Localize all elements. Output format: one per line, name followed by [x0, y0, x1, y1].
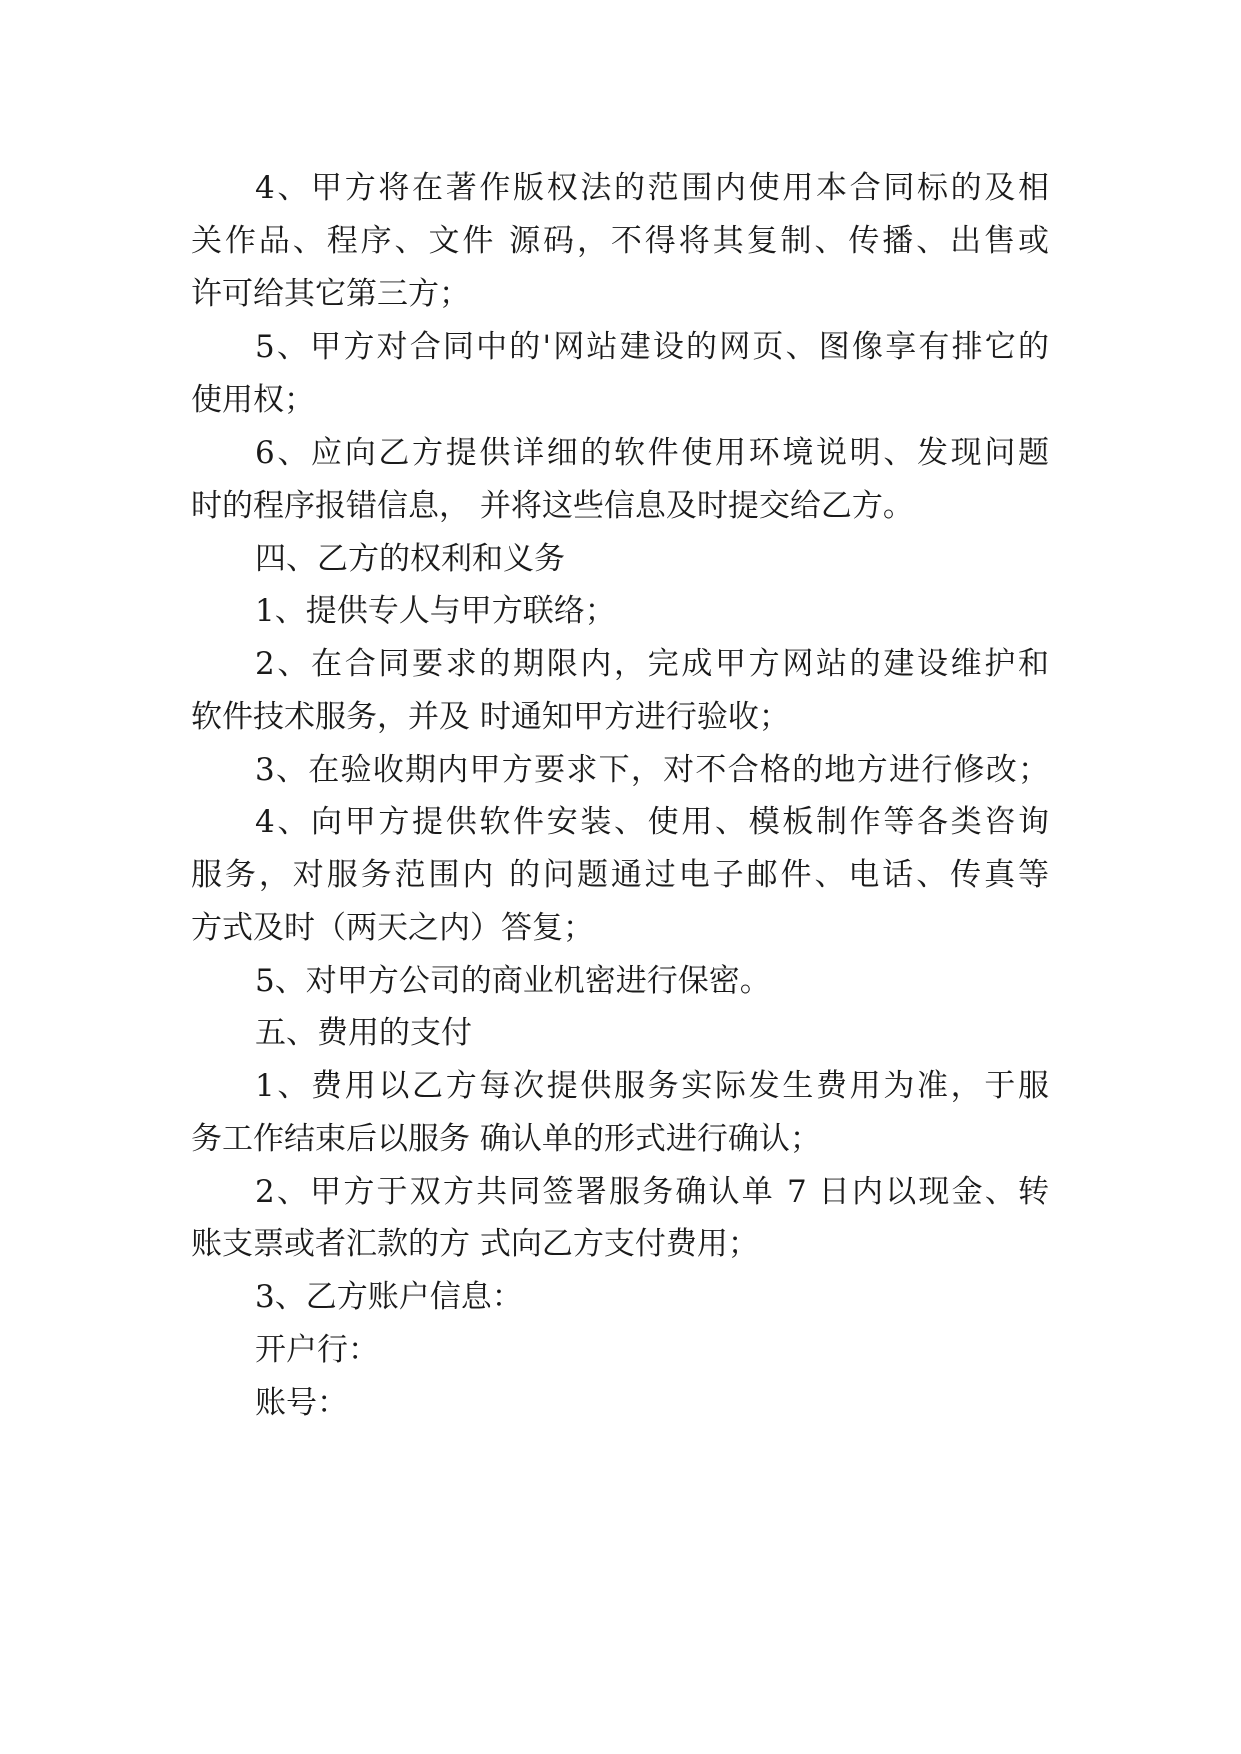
clause-5-3: 3、乙方账户信息：: [255, 1279, 523, 1315]
section-5-heading: 五、费用的支付: [255, 1015, 472, 1051]
clause-3-5-line-2: 使用权；: [191, 382, 315, 418]
section-4-heading: 四、乙方的权利和义务: [255, 541, 565, 577]
clause-3-5-line-1: 5、甲方对合同中的'网站建设的网页、图像享有排它的: [255, 329, 1049, 365]
clause-5-1-line-1: 1、费用以乙方每次提供服务实际发生费用为准，于服: [255, 1068, 1049, 1104]
clause-4-2-line-2: 软件技术服务，并及 时通知甲方进行验收；: [191, 699, 790, 735]
account-number-field: 账号：: [255, 1385, 348, 1421]
clause-3-6-line-2: 时的程序报错信息， 并将这些信息及时提交给乙方。: [191, 488, 914, 524]
bank-name-field: 开户行：: [255, 1332, 379, 1368]
clause-4-5: 5、对甲方公司的商业机密进行保密。: [255, 963, 771, 999]
clause-5-1-line-2: 务工作结束后以服务 确认单的形式进行确认；: [191, 1121, 821, 1157]
clause-4-2-line-1: 2、在合同要求的期限内，完成甲方网站的建设维护和: [255, 646, 1049, 682]
clause-4-1: 1、提供专人与甲方联络；: [255, 593, 616, 629]
clause-3-6-line-1: 6、应向乙方提供详细的软件使用环境说明、发现问题: [255, 435, 1049, 471]
clause-3-4-line-3: 许可给其它第三方；: [191, 276, 470, 312]
clause-4-4-line-2: 服务，对服务范围内 的问题通过电子邮件、电话、传真等: [191, 857, 1049, 893]
clause-3-4-line-2: 关作品、程序、文件 源码，不得将其复制、传播、出售或: [191, 223, 1049, 259]
clause-3-4-line-1: 4、甲方将在著作版权法的范围内使用本合同标的及相: [255, 170, 1049, 206]
clause-4-3: 3、在验收期内甲方要求下，对不合格的地方进行修改；: [255, 752, 1049, 788]
clause-5-2-line-2: 账支票或者汇款的方 式向乙方支付费用；: [191, 1226, 759, 1262]
clause-4-4-line-1: 4、向甲方提供软件安装、使用、模板制作等各类咨询: [255, 804, 1049, 840]
clause-4-4-line-3: 方式及时（两天之内）答复；: [191, 910, 594, 946]
clause-5-2-line-1: 2、甲方于双方共同签署服务确认单 7 日内以现金、转: [255, 1174, 1049, 1210]
